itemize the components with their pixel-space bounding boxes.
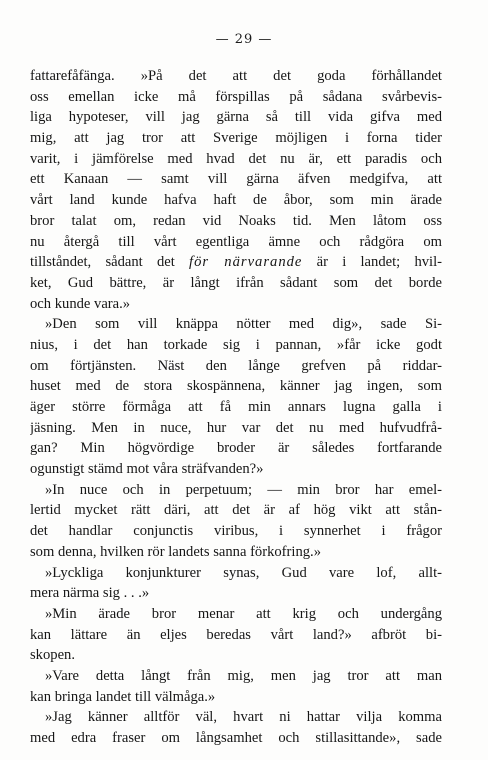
text-line — [30, 66, 442, 87]
text-line-content: »Vare detta långt från mig, men jag tror att man — [45, 667, 442, 684]
text-line — [30, 418, 442, 439]
body-text — [30, 66, 442, 749]
text-line — [30, 500, 442, 521]
text-line — [30, 252, 442, 273]
text-line-content: »In nuce och in perpetuum; — min bror har emel- — [45, 481, 442, 498]
text-line-content: oss emellan icke må förspillas på sådana svårbevis- — [30, 88, 442, 105]
text-line — [30, 87, 442, 108]
text-line-content: och kunde vara.» — [30, 295, 131, 312]
text-line — [30, 666, 442, 687]
text-line — [30, 169, 442, 190]
text-line — [30, 356, 442, 377]
text-line-content: jäsning. Men in nuce, hur var det nu med hufvudfrå- — [30, 419, 442, 436]
text-line — [30, 521, 442, 542]
text-line-content: liga hypoteser, vill jag gärna så till vida gifva med — [30, 109, 442, 126]
text-line — [30, 687, 442, 708]
text-line-content: fattarefåfänga. »På det att det goda förhållandet — [30, 68, 442, 84]
text-line — [30, 376, 442, 397]
text-line-content: nu återgå till vårt egentliga ämne och rådgöra om — [30, 233, 442, 250]
text-line — [30, 232, 442, 253]
text-line — [30, 128, 442, 149]
text-line — [30, 728, 442, 749]
text-line-content: skopen. — [30, 647, 75, 664]
text-line-content: det handlar conjunctis viribus, i synnerhet i frågor — [30, 523, 442, 540]
text-line-content: kan lättare än eljes beredas vårt land?» afbröt bi- — [30, 626, 442, 643]
text-line — [30, 459, 442, 480]
text-line-content: »Min ärade bror menar att krig och undergång — [45, 605, 442, 622]
text-line-content: lertid mycket rätt däri, att det är af hög vikt att stån- — [30, 502, 442, 519]
text-line-content: som denna, hvilken rör landets sanna förkofring.» — [30, 543, 321, 560]
text-line-content: nius, i det han torkade sig i pannan, »får icke godt — [30, 336, 442, 353]
text-line — [30, 314, 442, 335]
text-line — [30, 335, 442, 356]
page-number: — 29 — — [215, 32, 273, 47]
text-line-content: varit, i jämförelse med hvad det nu är, ett paradis och — [30, 150, 442, 167]
text-line-continuation: är i landet; hvil- — [302, 254, 442, 271]
text-line — [30, 149, 442, 170]
emphasized-phrase: för närvarande — [189, 254, 303, 271]
text-line — [30, 438, 442, 459]
text-line-content: med edra fraser om långsamhet och stillasittande», sade — [30, 730, 442, 746]
text-line-content: ett Kanaan — samt vill gärna äfven medgifva, att — [30, 171, 442, 188]
text-line — [30, 604, 442, 625]
text-line — [30, 480, 442, 501]
text-line-content: gan? Min högvördige broder är således fortfarande — [30, 440, 442, 457]
text-line-content: mera närma sig . . .» — [30, 585, 150, 602]
text-line — [30, 190, 442, 211]
text-line — [30, 397, 442, 418]
text-line-content: ket, Gud bättre, är långt ifrån sådant som det borde — [30, 274, 442, 291]
text-line-content: kan bringa landet till välmåga.» — [30, 688, 216, 705]
text-line — [30, 625, 442, 646]
text-line-content: vårt land kunde hafva haft de åbor, som min ärade — [30, 192, 442, 209]
text-line — [30, 107, 442, 128]
text-line — [30, 645, 442, 666]
text-line-content: om förtjänsten. Näst den långe grefven på riddar- — [30, 357, 442, 374]
text-line-content: bror talat om, redan vid Noaks tid. Men låtom oss — [30, 212, 442, 229]
text-line — [30, 273, 442, 294]
text-line — [30, 542, 442, 563]
text-line — [30, 583, 442, 604]
text-line — [30, 707, 442, 728]
text-line-content: ogunstigt stämd mot våra sträfvanden?» — [30, 461, 264, 478]
text-line-content: tillståndet, sådant det — [30, 254, 190, 271]
text-line — [30, 294, 442, 315]
text-line-content: »Jag känner alltför väl, hvart ni hattar vilja komma — [45, 709, 442, 726]
text-line — [30, 563, 442, 584]
text-line-content: äger större förmåga att få min annars lugna galla i — [30, 399, 442, 415]
text-line-content: »Den som vill knäppa nötter med dig», sade Si- — [45, 316, 442, 333]
text-line-content: »Lyckliga konjunkturer synas, Gud vare lof, allt- — [45, 564, 442, 581]
text-line-content: mig, att jag tror att Sverige möjligen i forna tider — [30, 130, 442, 147]
text-line-content: huset med de stora skospännena, känner jag ingen, som — [30, 378, 442, 395]
text-line — [30, 211, 442, 232]
